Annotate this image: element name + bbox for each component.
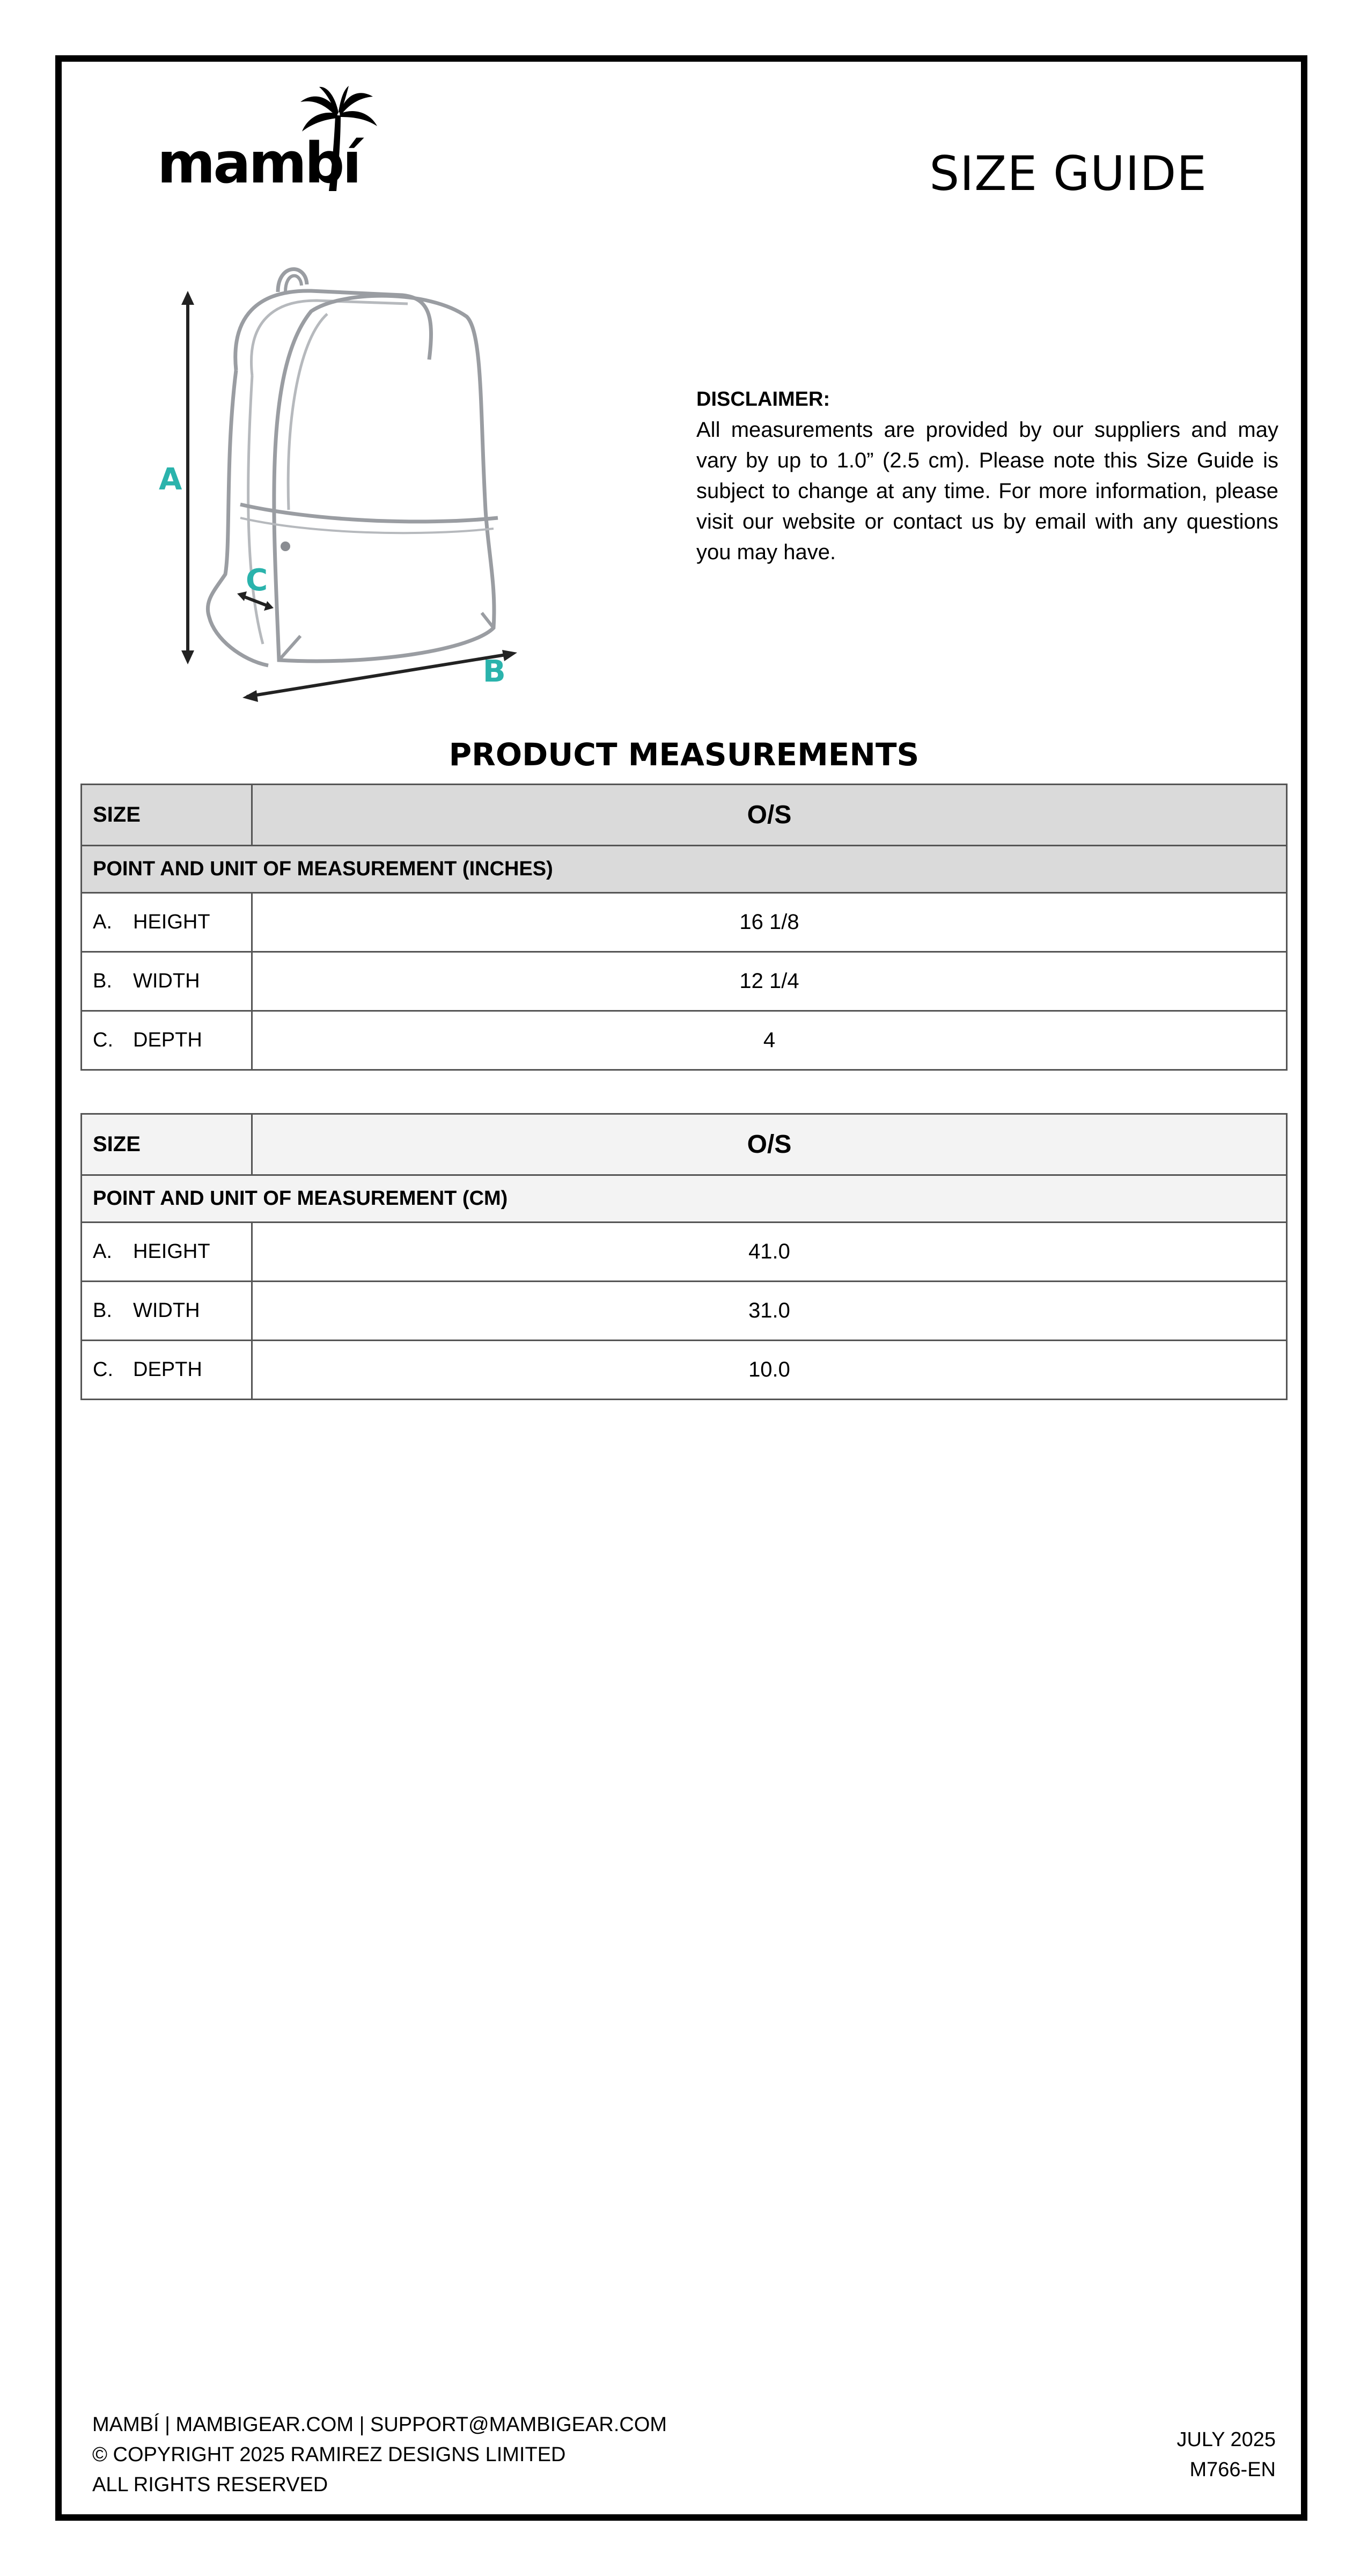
measure-value: 41.0 [252,1223,1287,1282]
backpack-illustration [150,252,536,714]
point-letter: B. [93,970,112,992]
size-label: SIZE [82,1114,252,1175]
measure-point [82,952,252,1011]
table-header-row [82,1114,1287,1175]
dimension-label-c: C [246,563,268,598]
table-row [82,1341,1287,1400]
page-title: SIZE GUIDE [929,146,1207,201]
measure-value: 4 [252,1011,1287,1070]
brand-logo [157,86,383,196]
table-row [82,893,1287,952]
measure-point [82,1282,252,1341]
point-letter: B. [93,1299,112,1322]
measure-value: 12 1/4 [252,952,1287,1011]
table-subheader-row [82,1175,1287,1223]
footer-copyright: © COPYRIGHT 2025 RAMIREZ DESIGNS LIMITED [92,2443,566,2466]
measure-point [82,1011,252,1070]
table-subheader-row [82,846,1287,893]
table-header-row [82,785,1287,846]
measure-value: 31.0 [252,1282,1287,1341]
section-title: PRODUCT MEASUREMENTS [448,736,920,773]
table-row [82,1223,1287,1282]
measurements-table-cm [80,1113,1288,1400]
footer-rights: ALL RIGHTS RESERVED [92,2473,328,2496]
point-name: WIDTH [133,1299,200,1322]
footer-date: JULY 2025 [1176,2428,1276,2451]
point-letter: A. [93,1240,112,1263]
table-row [82,952,1287,1011]
size-label: SIZE [82,785,252,846]
dimension-label-a: A [159,462,182,497]
measure-point [82,1341,252,1400]
footer-doc-code: M766-EN [1189,2458,1276,2481]
size-value: O/S [252,1114,1287,1175]
footer-right [1176,2425,1276,2485]
point-name: HEIGHT [133,1240,210,1263]
measure-point [82,1223,252,1282]
dimension-label-b: B [483,654,506,689]
point-name: DEPTH [133,1029,202,1051]
point-letter: C. [93,1358,113,1381]
size-value: O/S [252,785,1287,846]
disclaimer-title: DISCLAIMER: [696,388,830,411]
measurements-table-inches [80,784,1288,1071]
table-row [82,1282,1287,1341]
measure-point [82,893,252,952]
measure-value: 10.0 [252,1341,1287,1400]
point-name: DEPTH [133,1358,202,1381]
unit-label: POINT AND UNIT OF MEASUREMENT (CM) [82,1175,1287,1223]
disclaimer-body: All measurements are provided by our suppliers and may vary by up to 1.0” (2.5 cm). Please note this Size Guide is subject to change at any time. For more information, please visit our website or contact us by email with any questions you may have. [696,418,1278,564]
table-row [82,1011,1287,1070]
footer-left [92,2410,667,2500]
footer-contact: MAMBÍ | MAMBIGEAR.COM | SUPPORT@MAMBIGEAR.COM [92,2413,667,2436]
unit-label: POINT AND UNIT OF MEASUREMENT (INCHES) [82,846,1287,893]
point-name: HEIGHT [133,911,210,933]
point-letter: A. [93,911,112,933]
logo-wordmark: mambí [157,130,360,196]
measure-value: 16 1/8 [252,893,1287,952]
disclaimer [696,384,1278,568]
point-name: WIDTH [133,970,200,992]
point-letter: C. [93,1029,113,1051]
